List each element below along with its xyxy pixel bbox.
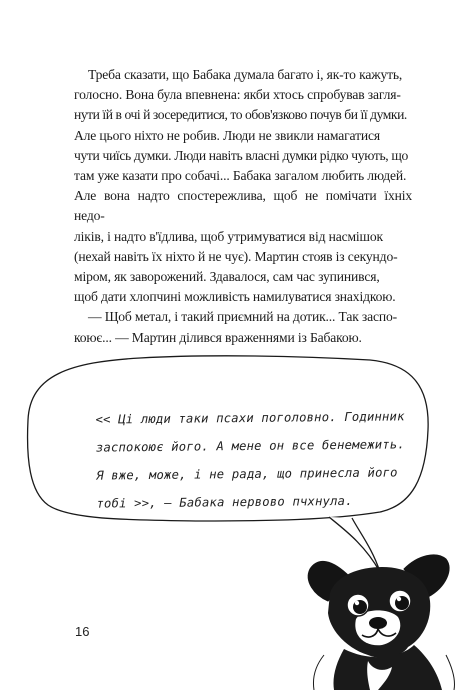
text-line: — Щоб метал, і такий приємний на дотик... Так заспо- xyxy=(88,309,398,325)
handwritten-line: тобі >>, — Бабака нервово пчхнула. xyxy=(96,493,353,511)
dog-illustration xyxy=(232,545,461,690)
text-line: чути чиїсь думки. Люди навіть власні думки рідко чують, що xyxy=(74,147,408,163)
page-number: 16 xyxy=(75,624,90,639)
text-line: коює... — Мартин ділився враженнями із Бабакою. xyxy=(74,329,362,345)
text-line: Треба сказати, що Бабака думала багато і, як-то кажуть, xyxy=(88,67,403,82)
text-line: Але цього ніхто не робив. Люди не звикли намагатися xyxy=(74,127,380,143)
text-line: щоб дати хлопчині можливість намилуватися знахідкою. xyxy=(74,289,396,305)
handwritten-line: << Ці люди таки псахи поголовно. Годинник xyxy=(95,409,405,427)
text-line: Але вона надто спостережлива, щоб не помічати їхніх недо- xyxy=(74,188,412,224)
text-line: міром, як заворожений. Здавалося, сам час зупинився, xyxy=(74,269,380,285)
text-line: ліків, і надто в'їдлива, щоб утримуватися від насмішок xyxy=(74,228,383,244)
text-line: голосно. Вона була впевнена: якби хтось спробував загля- xyxy=(74,87,401,103)
text-line: (нехай навіть їх ніхто й не чує). Мартин стояв із секундо- xyxy=(74,248,398,264)
speech-bubble-text xyxy=(95,402,405,517)
handwritten-line: заспокоює його. А мене он все бенемежить. xyxy=(95,437,405,455)
text-line: нути їй в очі й зосередитися, то обов'язково почув би її думки. xyxy=(74,107,407,123)
handwritten-line: Я вже, може, і не рада, що принесла його xyxy=(96,465,398,483)
text-line: там уже казати про собачі... Бабака загалом любить людей. xyxy=(74,168,407,184)
